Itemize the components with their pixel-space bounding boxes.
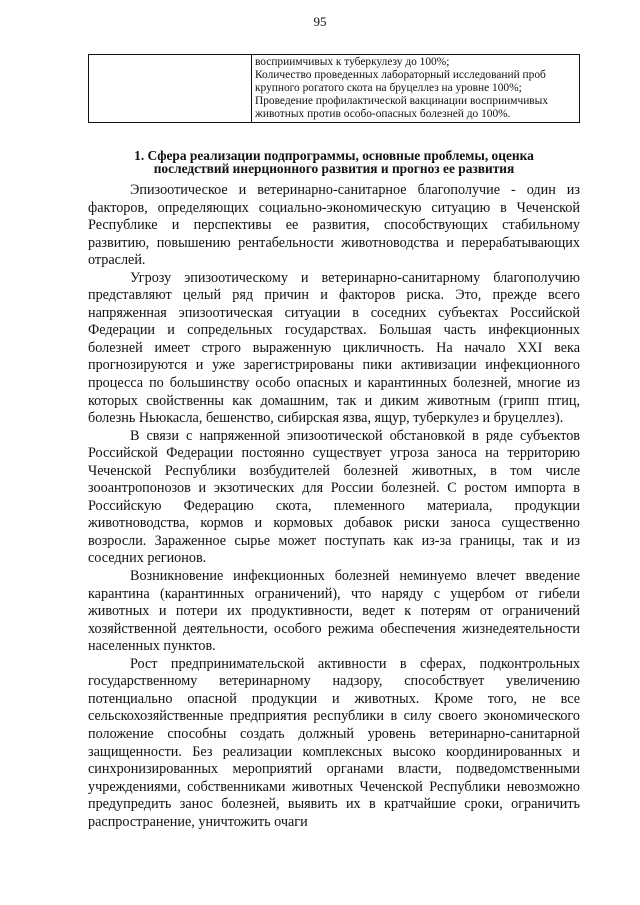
table-text-line: восприимчивых к туберкулезу до 100%; — [255, 56, 450, 68]
table-cell-right — [252, 55, 580, 123]
table-text-line: крупного рогатого скота на бруцеллез на уровне 100%; — [255, 82, 522, 94]
paragraph: Эпизоотическое и ветеринарно-санитарное благополучие - один из факторов, определяющих социально-экономическую ситуацию в Чеченской Республике и перспективы ее развития, способствующих стабильному развитию, повышению рентабельности животноводства и перерабатывающих отраслей. — [88, 182, 580, 269]
section-title — [88, 149, 580, 175]
table-text-line: Проведение профилактической вакцинации восприимчивых — [255, 95, 549, 107]
table-cell-left — [89, 55, 252, 123]
page-number: 95 — [313, 14, 327, 29]
section-title-line: 1. Сфера реализации подпрограммы, основные проблемы, оценка — [134, 148, 534, 163]
paragraph: Угрозу эпизоотическому и ветеринарно-санитарному благополучию представляют целый ряд причин и факторов риска. Это, прежде всего напряженная эпизоотическая ситуации в соседних субъектах Российской Федерации и сопредельных государствах. Большая часть инфекционных болезней имеет строго выраженную цикличность. На начало XXI века прогнозируются и уже зарегистрированы пики активизации инфекционного процесса по большинству особо опасных и карантинных болезней, многие из которых свойственны как домашним, так и диким животным (грипп птиц, болезнь Ньюкасла, бешенство, сибирская язва, ящур, туберкулез и бруцеллез). — [88, 269, 580, 427]
table-text-line: Количество проведенных лабораторный исследований проб — [255, 69, 546, 81]
paragraph: Рост предпринимательской активности в сферах, подконтрольных государственному ветеринарному надзору, способствует увеличению потенциально опасной продукции и животных. Кроме того, не все сельскохозяйственные предприятия республики в силу своего экономического положение способны создать должный уровень ветеринарно-санитарной защищенности. Без реализации комплексных высоко координированных и синхронизированных мероприятий органами власти, подведомственными учреждениями, собственниками животных Чеченской Республики невозможно предупредить занос болезней, выявить их в кратчайшие сроки, ограничить распространение, уничтожить очаги — [88, 655, 580, 830]
table-text-line: животных против особо-опасных болезней до 100%. — [255, 108, 511, 120]
continuation-table — [88, 54, 580, 123]
section-title-line: последствий инерционного развития и прогноз ее развития — [153, 161, 515, 176]
body-text — [88, 182, 580, 831]
table-row — [89, 55, 580, 123]
paragraph: Возникновение инфекционных болезней неминуемо влечет введение карантина (карантинных ограничений), что наряду с ущербом от гибели животных и потери их продуктивности, ведет к потерям от ограничений хозяйственной деятельности, особого режима обеспечения жизнедеятельности населенных пунктов. — [88, 568, 580, 655]
paragraph: В связи с напряженной эпизоотической обстановкой в ряде субъектов Российской Федерации постоянно существует угроза заноса на территорию Чеченской Республики возбудителей болезней животных, в том числе зооантропонозов и экзотических для России болезней. С ростом импорта в Российскую Федерацию скота, племенного материала, продукции животноводства, кормов и кормовых добавок риски заноса существенно возросли. Зараженное сырье может поступать как из-за границы, так и из соседних регионов. — [88, 427, 580, 567]
